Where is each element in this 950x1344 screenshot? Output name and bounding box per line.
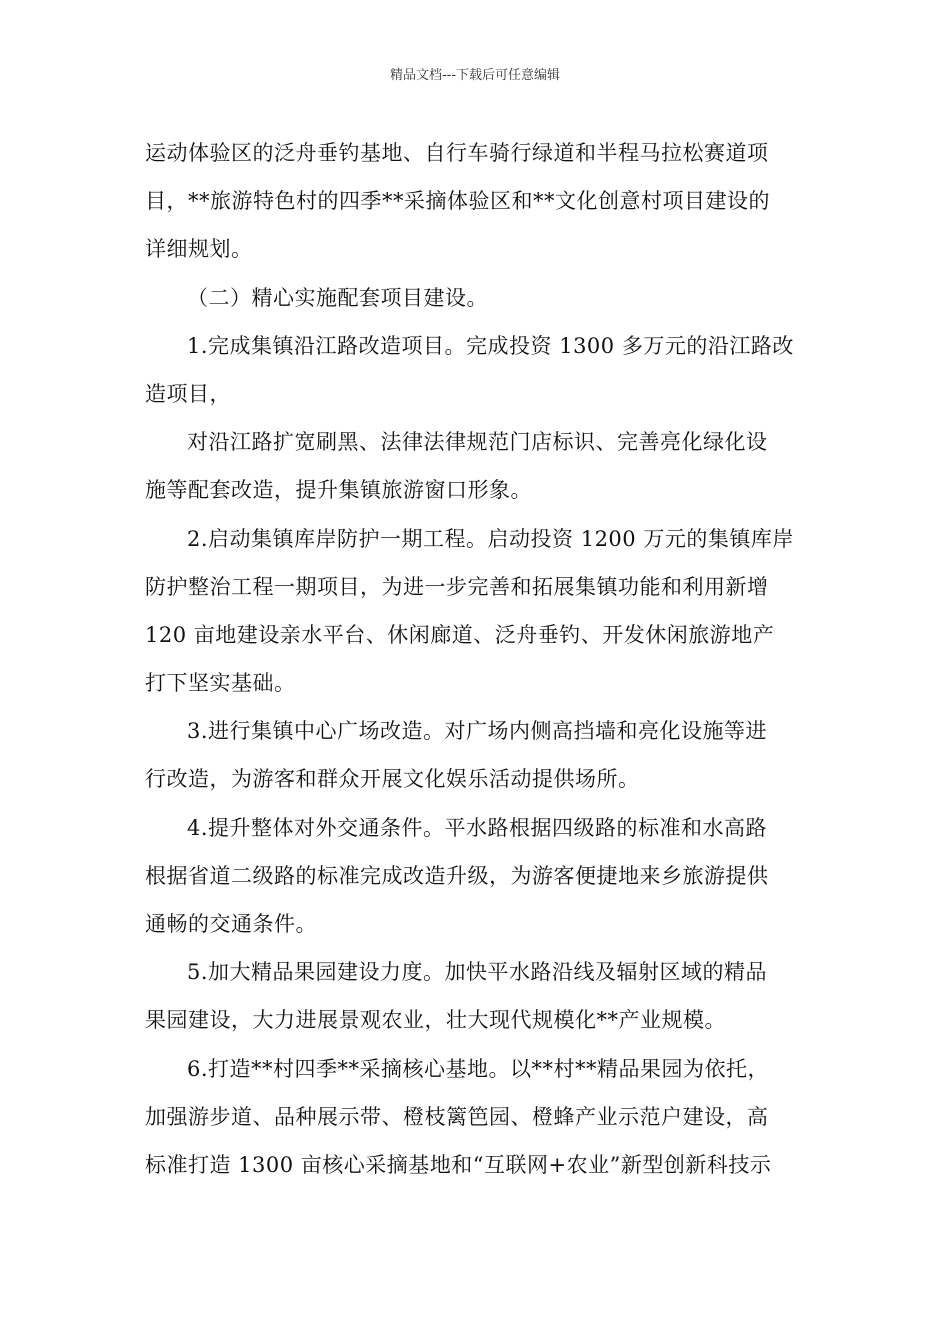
text-line: 6.打造**村四季**采摘核心基地。以**村**精品果园为依托， xyxy=(187,1056,770,1081)
text-line: 对沿江路扩宽刷黑、法律法律规范门店标识、完善亮化绿化设 xyxy=(187,430,768,455)
text-line: 造项目， xyxy=(145,381,231,406)
page-header: 精品文档---下载后可任意编辑 xyxy=(389,68,561,83)
text-line: 4.提升整体对外交通条件。平水路根据四级路的标准和水高路 xyxy=(187,815,768,840)
text-line: 打下坚实基础。 xyxy=(145,671,296,696)
text-line: 施等配套改造，提升集镇旅游窗口形象。 xyxy=(145,478,532,503)
text-line: 加强游步道、品种展示带、橙枝篱笆园、橙蜂产业示范户建设，高 xyxy=(145,1104,769,1129)
text-line: 果园建设，大力进展景观农业，壮大现代规模化**产业规模。 xyxy=(145,1008,726,1033)
text-line: 120 亩地建设亲水平台、休闲廊道、泛舟垂钓、开发休闲旅游地产 xyxy=(145,622,775,647)
text-line: 3.进行集镇中心广场改造。对广场内侧高挡墙和亮化设施等进 xyxy=(187,719,768,744)
text-line: 通畅的交通条件。 xyxy=(145,912,317,936)
text-line: 5.加大精品果园建设力度。加快平水路沿线及辐射区域的精品 xyxy=(187,960,768,985)
text-line: 目，**旅游特色村的四季**采摘体验区和**文化创意村项目建设的 xyxy=(145,189,770,214)
text-line: 防护整治工程一期项目，为进一步完善和拓展集镇功能和利用新增 xyxy=(145,574,769,599)
text-line: 根据省道二级路的标准完成改造升级，为游客便捷地来乡旅游提供 xyxy=(145,863,769,888)
text-line: 标准打造 1300 亩核心采摘基地和“互联网+农业”新型创新科技示 xyxy=(145,1152,772,1177)
text-line: 运动体验区的泛舟垂钓基地、自行车骑行绿道和半程马拉松赛道项 xyxy=(145,141,769,165)
text-line: 行改造，为游客和群众开展文化娱乐活动提供场所。 xyxy=(145,767,640,792)
text-line: 1.完成集镇沿江路改造项目。完成投资 1300 多万元的沿江路改 xyxy=(187,333,794,358)
text-line: （二）精心实施配套项目建设。 xyxy=(187,285,488,310)
document-body xyxy=(145,129,807,1189)
text-line: 2.启动集镇库岸防护一期工程。启动投资 1200 万元的集镇库岸 xyxy=(187,526,794,551)
text-line: 详细规划。 xyxy=(145,237,253,262)
